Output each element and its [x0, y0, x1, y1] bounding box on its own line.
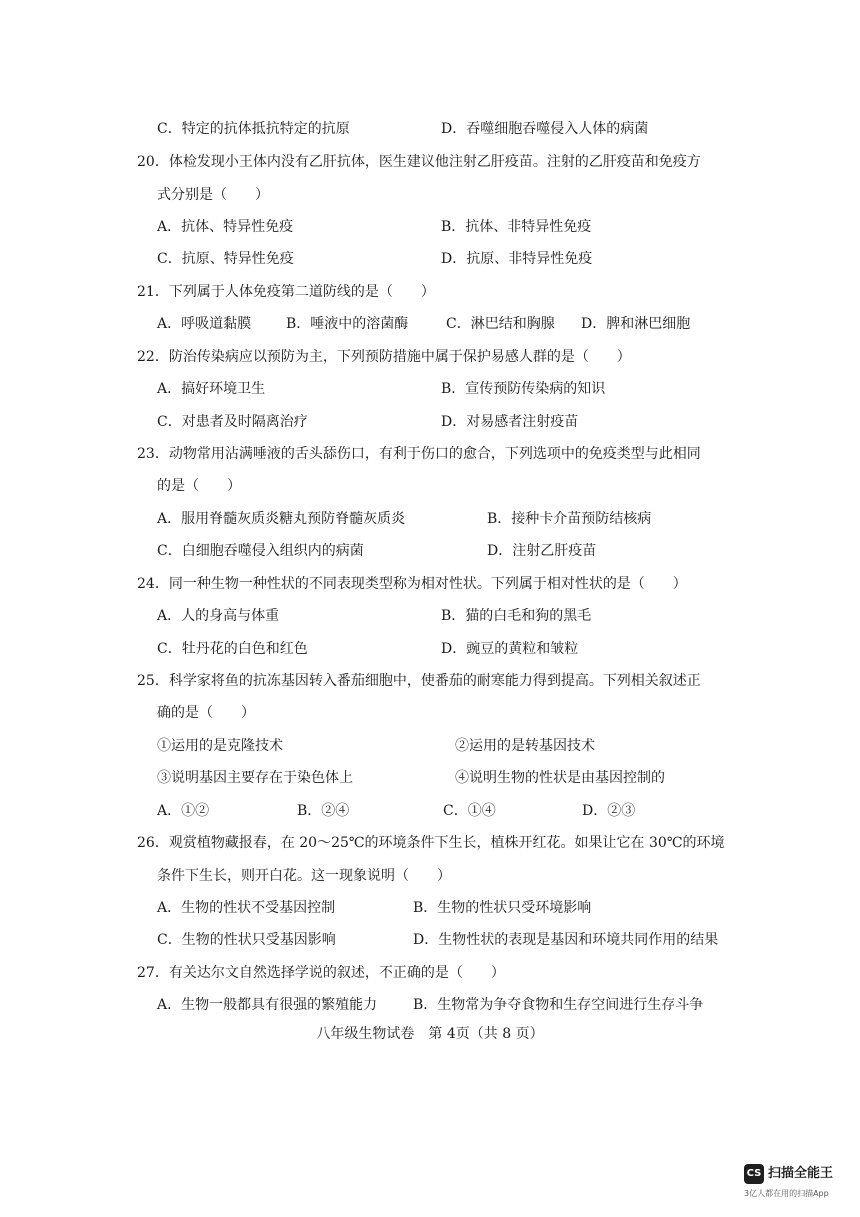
q25-option-d: D．②③: [582, 803, 636, 819]
q19-option-d: D．吞噬细胞吞噬侵入人体的病菌: [441, 121, 649, 137]
camscanner-slogan: 3亿人都在用的扫描App: [744, 1189, 829, 1198]
q25-statement-4: ④说明生物的性状是由基因控制的: [455, 770, 665, 786]
camscanner-watermark: [744, 1164, 844, 1208]
q24-option-c: C．牡丹花的白色和红色: [157, 641, 308, 657]
camscanner-brand: 扫描全能王: [768, 1166, 834, 1181]
q22-option-a: A．搞好环境卫生: [157, 381, 266, 397]
q20-option-b: B．抗体、非特异性免疫: [441, 219, 592, 235]
page-footer: 八年级生物试卷 第 4页（共 8 页）: [316, 1026, 544, 1042]
q23-option-d: D．注射乙肝疫苗: [487, 543, 597, 559]
q25-option-a: A．①②: [157, 803, 210, 819]
q26-option-c: C．生物的性状只受基因影响: [157, 932, 336, 948]
camscanner-logo-icon: CS: [744, 1164, 764, 1184]
q20-option-a: A．抗体、特异性免疫: [157, 219, 294, 235]
q26-option-d: D．生物性状的表现是基因和环境共同作用的结果: [413, 932, 719, 948]
q25-statement-1: ①运用的是克隆技术: [157, 738, 283, 754]
q23-option-a: A．服用脊髓灰质炎糖丸预防脊髓灰质炎: [157, 511, 406, 527]
q22-option-c: C．对患者及时隔离治疗: [157, 414, 308, 430]
q25-option-c: C．①④: [443, 803, 496, 819]
q26-option-b: B．生物的性状只受环境影响: [413, 900, 592, 916]
q23-stem-line2: 的是（ ）: [157, 478, 241, 494]
q27-stem: 27．有关达尔文自然选择学说的叙述，不正确的是（ ）: [137, 965, 505, 981]
q24-option-a: A．人的身高与体重: [157, 608, 280, 624]
q20-option-d: D．抗原、非特异性免疫: [441, 251, 593, 267]
q21-option-a: A．呼吸道黏膜: [157, 316, 252, 332]
q26-stem-line1: 26．观赏植物藏报春，在 20～25℃的环境条件下生长，植株开红花。如果让它在 30℃的环境: [137, 835, 725, 851]
q26-stem-line2: 条件下生长，则开白花。这一现象说明（ ）: [157, 868, 451, 884]
q25-option-b: B．②④: [297, 803, 350, 819]
q26-option-a: A．生物的性状不受基因控制: [157, 900, 336, 916]
q21-option-c: C．淋巴结和胸腺: [446, 316, 555, 332]
q23-stem-line1: 23．动物常用沾满唾液的舌头舔伤口，有利于伤口的愈合，下列选项中的免疫类型与此相同: [137, 446, 701, 462]
q27-option-b: B．生物常为争夺食物和生存空间进行生存斗争: [413, 997, 704, 1013]
q23-option-b: B．接种卡介苗预防结核病: [487, 511, 652, 527]
q27-option-a: A．生物一般都具有很强的繁殖能力: [157, 997, 378, 1013]
q22-option-d: D．对易感者注射疫苗: [441, 414, 579, 430]
q25-stem-line1: 25．科学家将鱼的抗冻基因转入番茄细胞中，使番茄的耐寒能力得到提高。下列相关叙述正: [137, 673, 701, 689]
q24-option-b: B．猫的白毛和狗的黑毛: [441, 608, 592, 624]
q21-option-d: D．脾和淋巴细胞: [581, 316, 691, 332]
q25-statement-2: ②运用的是转基因技术: [455, 738, 595, 754]
q21-stem: 21．下列属于人体免疫第二道防线的是（ ）: [137, 284, 435, 300]
q20-stem-line2: 式分别是（ ）: [157, 187, 269, 203]
q21-option-b: B．唾液中的溶菌酶: [286, 316, 409, 332]
q23-option-c: C．白细胞吞噬侵入组织内的病菌: [157, 543, 364, 559]
q20-option-c: C．抗原、特异性免疫: [157, 251, 294, 267]
q25-stem-line2: 确的是（ ）: [157, 705, 255, 721]
q19-option-c: C．特定的抗体抵抗特定的抗原: [157, 121, 350, 137]
q24-option-d: D．豌豆的黄粒和皱粒: [441, 641, 579, 657]
q22-stem: 22．防治传染病应以预防为主，下列预防措施中属于保护易感人群的是（ ）: [137, 349, 631, 365]
q20-stem-line1: 20．体检发现小王体内没有乙肝抗体，医生建议他注射乙肝疫苗。注射的乙肝疫苗和免疫方: [137, 154, 701, 170]
q22-option-b: B．宣传预防传染病的知识: [441, 381, 606, 397]
q25-statement-3: ③说明基因主要存在于染色体上: [157, 770, 353, 786]
q24-stem: 24．同一种生物一种性状的不同表现类型称为相对性状。下列属于相对性状的是（ ）: [137, 576, 687, 592]
